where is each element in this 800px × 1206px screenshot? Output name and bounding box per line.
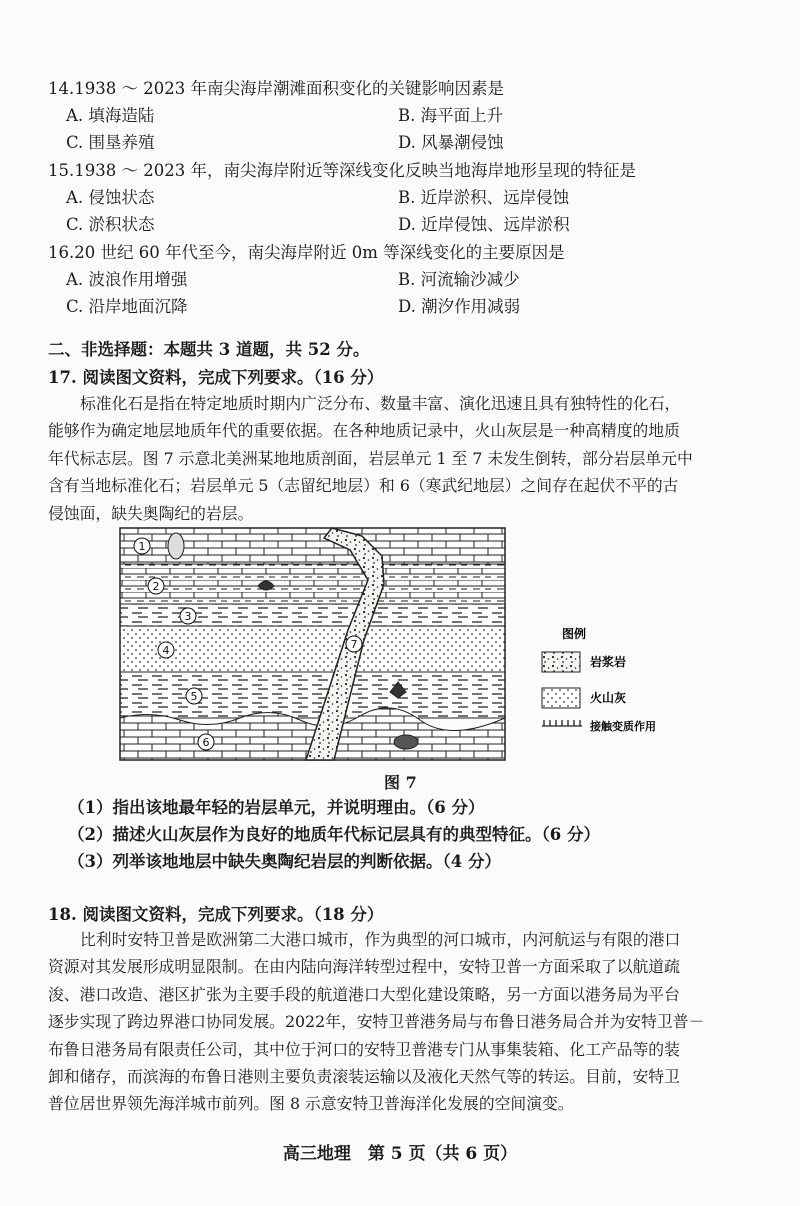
- unit-label-2: 2: [152, 580, 160, 593]
- geologic-cross-section-figure: [110, 520, 690, 770]
- q15-option-d: D. 近岸侵蚀、远岸淤积: [398, 215, 570, 234]
- section2-heading: 二、非选择题：本题共 3 道题，共 52 分。: [48, 340, 370, 359]
- q17-sub-2: （2）描述火山灰层作为良好的地质年代标记层具有的典型特征。（6 分）: [68, 825, 600, 844]
- q16-option-d: D. 潮汐作用减弱: [398, 297, 521, 316]
- legend-contact-label: 接触变质作用: [590, 720, 656, 733]
- q14-option-b: B. 海平面上升: [398, 106, 504, 125]
- cross-section-svg: [110, 520, 690, 770]
- unit-label-5: 5: [190, 690, 198, 703]
- q18-passage: [48, 926, 760, 1118]
- q18-line-2: 资源对其发展形成明显限制。在由内陆向海洋转型过程中，安特卫普一方面采取了以航道疏: [48, 957, 680, 977]
- legend-ash-swatch: [542, 688, 580, 708]
- q14-option-d: D. 风暴潮侵蚀: [398, 133, 504, 152]
- q18-line-4: 逐步实现了跨边界港口协同发展。2022年，安特卫普港务局与布鲁日港务局合并为安特卫普－: [48, 1012, 705, 1032]
- q15-option-c: C. 淤积状态: [66, 215, 155, 234]
- figure-caption: 图 7: [384, 773, 417, 792]
- q15-option-a: A. 侵蚀状态: [66, 188, 155, 207]
- q17-heading: 17. 阅读图文资料，完成下列要求。（16 分）: [48, 368, 384, 387]
- q14-stem: 14.1938 ～ 2023 年南尖海岸潮滩面积变化的关键影响因素是: [48, 79, 504, 98]
- q17-sub-1: （1）指出该地最年轻的岩层单元，并说明理由。（6 分）: [68, 798, 485, 817]
- legend-magma-swatch: [542, 652, 580, 672]
- page-footer: 高三地理 第 5 页（共 6 页）: [282, 1144, 518, 1164]
- legend-ash-label: 火山灰: [590, 691, 627, 705]
- q18-heading: 18. 阅读图文资料，完成下列要求。（18 分）: [48, 905, 384, 924]
- q17-line-1: 标准化石是指在特定地质时期内广泛分布、数量丰富、演化迅速且具有独特性的化石，: [80, 394, 681, 413]
- legend-magma-label: 岩浆岩: [590, 655, 627, 669]
- q17-line-5: 侵蚀面，缺失奥陶纪的岩层。: [48, 503, 254, 523]
- q15-stem: 15.1938 ～ 2023 年，南尖海岸附近等深线变化反映当地海岸地形呈现的特征是: [48, 161, 636, 180]
- q17-line-2: 能够作为确定地层地质年代的重要依据。在各种地质记录中，火山灰层是一种高精度的地质: [48, 421, 680, 441]
- q18-line-3: 浚、港口改造、港区扩张为主要手段的航道港口大型化建设策略，另一方面以港务局为平台: [48, 984, 680, 1004]
- unit-label-7: 7: [350, 638, 358, 651]
- fossil-icon: [394, 735, 418, 749]
- fossil-icon: [168, 533, 184, 559]
- q14-option-c: C. 围垦养殖: [66, 133, 155, 152]
- q17-passage: [48, 390, 760, 527]
- q16-option-c: C. 沿岸地面沉降: [66, 297, 188, 316]
- q14-option-a: A. 填海造陆: [66, 106, 155, 125]
- q18-line-6: 卸和储存，而滨海的布鲁日港则主要负责滚装运输以及液化天然气等的转运。目前，安特卫: [48, 1067, 680, 1087]
- q16-option-b: B. 河流输沙减少: [398, 270, 520, 289]
- q16-stem: 16.20 世纪 60 年代至今，南尖海岸附近 0m 等深线变化的主要原因是: [48, 243, 565, 262]
- q18-line-7: 普位居世界领先海洋城市前列。图 8 示意安特卫普海洋化发展的空间演变。: [48, 1094, 574, 1114]
- q17-line-4: 含有当地标准化石；岩层单元 5（志留纪地层）和 6（寒武纪地层）之间存在起伏不平的古: [48, 476, 679, 496]
- legend-contact-symbol: [542, 720, 582, 726]
- q16-option-a: A. 波浪作用增强: [66, 270, 188, 289]
- q17-line-3: 年代标志层。图 7 示意北美洲某地地质剖面，岩层单元 1 至 7 未发生倒转，部分岩层单元中: [48, 448, 693, 468]
- q18-line-5: 布鲁日港务局有限责任公司，其中位于河口的安特卫普港专门从事集装箱、化工产品等的装: [48, 1039, 680, 1059]
- q17-sub-3: （3）列举该地地层中缺失奥陶纪岩层的判断依据。（4 分）: [68, 852, 501, 871]
- q15-option-b: B. 近岸淤积、远岸侵蚀: [398, 188, 570, 207]
- legend-title: 图例: [562, 627, 587, 641]
- unit-label-4: 4: [162, 644, 170, 657]
- unit-label-3: 3: [184, 610, 192, 623]
- q18-line-1: 比利时安特卫普是欧洲第二大港口城市，作为典型的河口城市，内河航运与有限的港口: [80, 930, 681, 949]
- unit-label-6: 6: [202, 736, 210, 749]
- unit-label-1: 1: [138, 540, 146, 553]
